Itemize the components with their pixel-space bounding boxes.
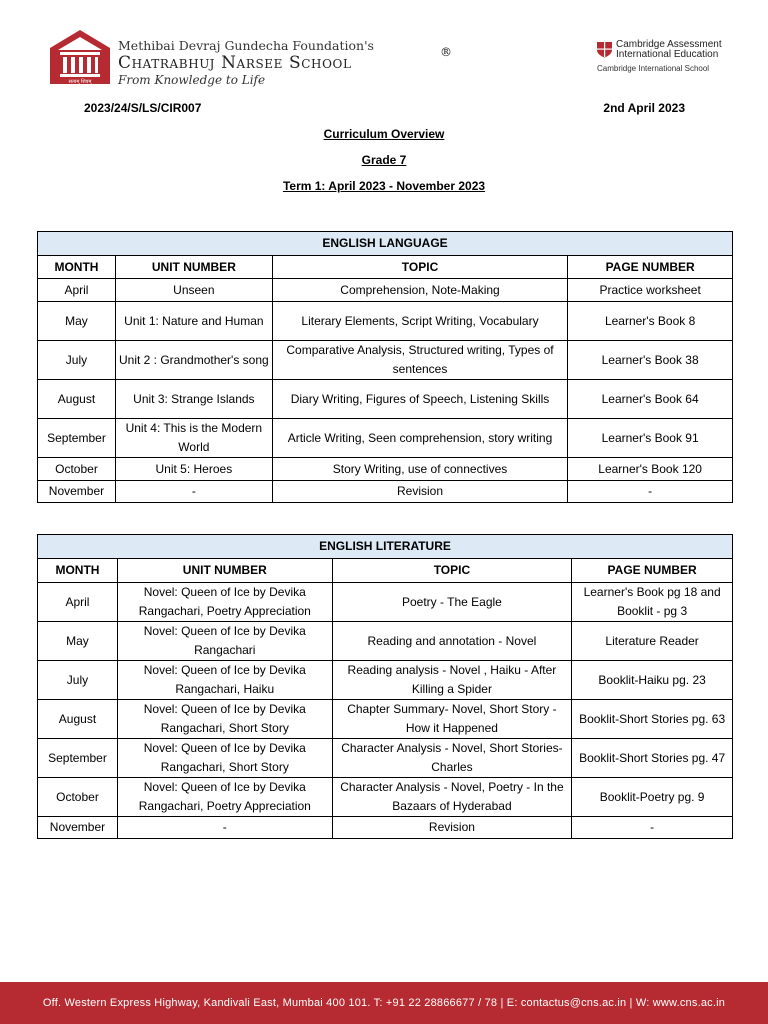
table-row [38,481,733,503]
cell-topic: Reading and annotation - Novel [332,622,572,661]
table-row [38,583,733,622]
cell-unit: Unit 5: Heroes [115,458,272,481]
cell-unit: Novel: Queen of Ice by Devika Rangachari, Poetry Appreciation [117,583,332,622]
cell-page: Learner's Book 64 [568,380,733,419]
cell-page: Booklit-Poetry pg. 9 [572,778,733,817]
cell-unit: Unit 3: Strange Islands [115,380,272,419]
cell-month: July [38,661,118,700]
term-label: Term 1: April 2023 - November 2023 [282,179,486,193]
table-row [38,302,733,341]
cell-page: - [572,817,733,839]
cell-page: Learner's Book 8 [568,302,733,341]
cell-month: August [38,700,118,739]
school-tagline: From Knowledge to Life [118,73,266,87]
cell-unit: Novel: Queen of Ice by Devika Rangachari, Short Story [117,700,332,739]
cell-unit: Novel: Queen of Ice by Devika Rangachari, Poetry Appreciation [117,778,332,817]
cell-unit: Unit 4: This is the Modern World [115,419,272,458]
cell-topic: Comprehension, Note-Making [272,279,567,302]
cell-page: Learner's Book 38 [568,341,733,380]
cell-unit: Unit 1: Nature and Human [115,302,272,341]
school-logo [48,28,112,86]
cell-page: Learner's Book pg 18 and Booklit - pg 3 [572,583,733,622]
cell-topic: Revision [272,481,567,503]
cell-topic: Comparative Analysis, Structured writing, Types of sentences [272,341,567,380]
cell-topic: Literary Elements, Script Writing, Vocabulary [272,302,567,341]
cell-topic: Character Analysis - Novel, Short Stories- Charles [332,739,572,778]
cell-topic: Character Analysis - Novel, Poetry - In the Bazaars of Hyderabad [332,778,572,817]
logo-text: सत्यम् शिवम् [68,79,92,85]
cell-page: Booklit-Short Stories pg. 47 [572,739,733,778]
table-row [38,739,733,778]
registered-mark: ® [440,45,453,59]
cell-page: Booklit-Haiku pg. 23 [572,661,733,700]
table-title: ENGLISH LANGUAGE [38,232,733,256]
school-name-text: Chatrabhuj Narsee School [118,53,352,73]
table-title: ENGLISH LITERATURE [38,535,733,559]
cell-month: July [38,341,116,380]
cambridge-crest-icon [596,41,613,58]
column-header-topic: TOPIC [332,559,572,583]
cell-topic: Revision [332,817,572,839]
footer-bar [0,982,768,1024]
cell-unit: Unseen [115,279,272,302]
table-row [38,661,733,700]
column-header-month: MONTH [38,559,118,583]
cell-month: September [38,419,116,458]
cell-month: May [38,622,118,661]
school-name-block [118,38,453,88]
circular-reference: 2023/24/S/LS/CIR007 [84,101,202,115]
cell-month: May [38,302,116,341]
cell-unit: - [117,817,332,839]
cell-page: - [568,481,733,503]
column-header-unit: UNIT NUMBER [115,256,272,279]
cambridge-line-1: Cambridge Assessment [616,39,722,50]
cell-page: Learner's Book 120 [568,458,733,481]
cell-topic: Chapter Summary- Novel, Short Story - How it Happened [332,700,572,739]
cell-unit: Unit 2 : Grandmother's song [115,341,272,380]
cambridge-school-label: Cambridge International School [597,64,710,73]
table-row [38,817,733,839]
table-row [38,458,733,481]
cell-unit: Novel: Queen of Ice by Devika Rangachari, Haiku [117,661,332,700]
cell-page: Practice worksheet [568,279,733,302]
english-language-table [37,231,733,503]
cell-month: September [38,739,118,778]
table-row [38,622,733,661]
cell-topic: Article Writing, Seen comprehension, story writing [272,419,567,458]
cell-month: April [38,583,118,622]
cell-page: Literature Reader [572,622,733,661]
table-row [38,279,733,302]
footer-contact-text: Off. Western Express Highway, Kandivali East, Mumbai 400 101. T: +91 22 28866677 / 78 | E: contactus@cns.ac.in | W: www.cns.ac.in [42,997,726,1009]
column-header-unit: UNIT NUMBER [117,559,332,583]
table-row [38,778,733,817]
cell-topic: Story Writing, use of connectives [272,458,567,481]
cell-month: October [38,458,116,481]
cell-page: Booklit-Short Stories pg. 63 [572,700,733,739]
cell-topic: Poetry - The Eagle [332,583,572,622]
table-row [38,700,733,739]
column-header-month: MONTH [38,256,116,279]
cell-month: November [38,817,118,839]
english-literature-table [37,534,733,839]
cambridge-logo-text [616,40,722,60]
cambridge-line-2: International Education [616,49,719,60]
document-title: Curriculum Overview [323,127,445,141]
cell-month: October [38,778,118,817]
column-header-topic: TOPIC [272,256,567,279]
table-row [38,380,733,419]
cell-month: August [38,380,116,419]
column-header-page: PAGE NUMBER [572,559,733,583]
cell-page: Learner's Book 91 [568,419,733,458]
cell-unit: - [115,481,272,503]
cell-month: November [38,481,116,503]
cell-topic: Diary Writing, Figures of Speech, Listening Skills [272,380,567,419]
grade-label: Grade 7 [361,153,407,167]
foundation-name: Methibai Devraj Gundecha Foundation's [118,38,374,53]
cell-topic: Reading analysis - Novel , Haiku - After Killing a Spider [332,661,572,700]
cell-unit: Novel: Queen of Ice by Devika Rangachari, Short Story [117,739,332,778]
cell-unit: Novel: Queen of Ice by Devika Rangachari [117,622,332,661]
table-row [38,341,733,380]
column-header-page: PAGE NUMBER [568,256,733,279]
circular-date: 2nd April 2023 [603,101,685,115]
cell-month: April [38,279,116,302]
table-row [38,419,733,458]
